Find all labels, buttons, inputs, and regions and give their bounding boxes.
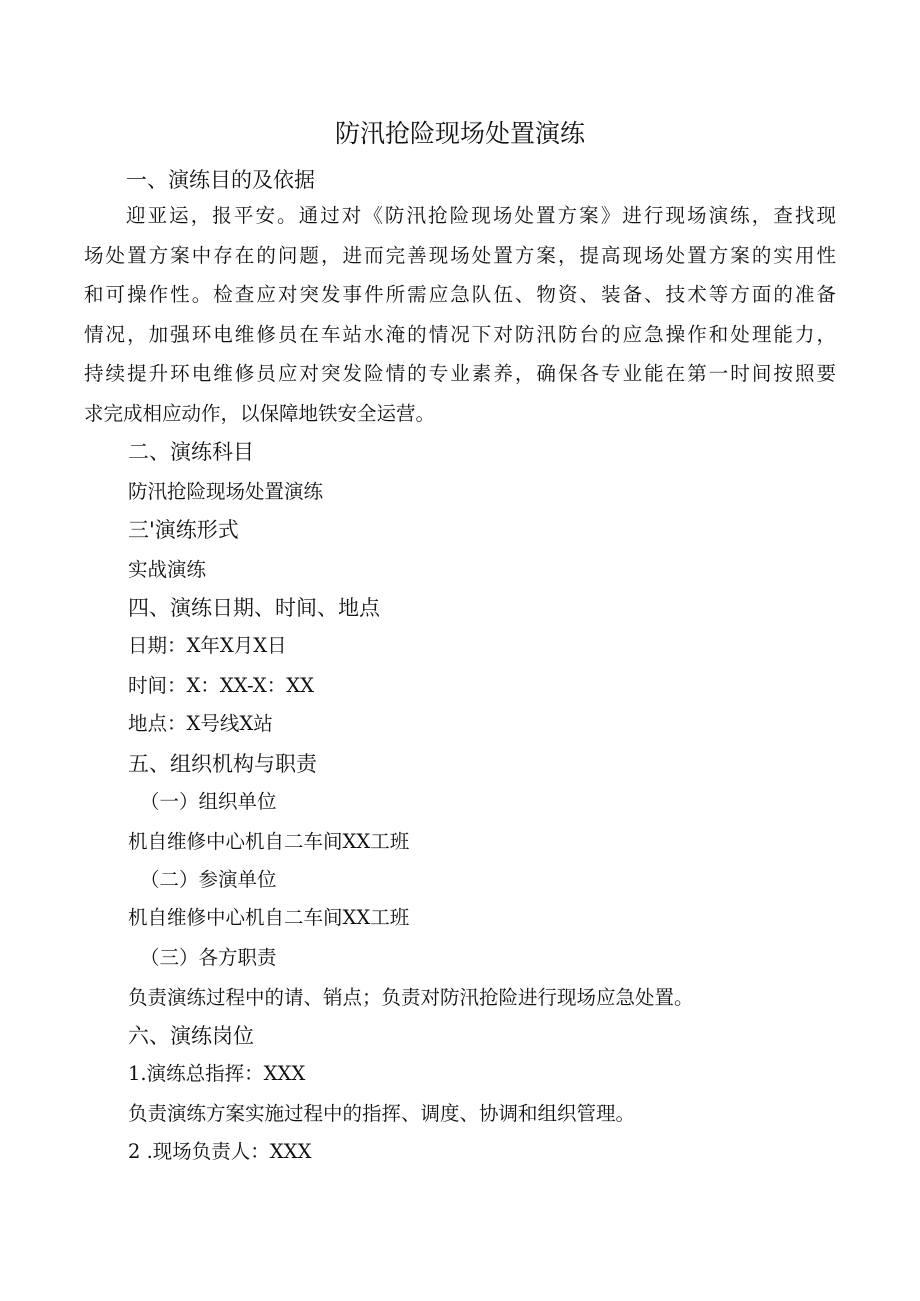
subheading-participant: （二）参演单位 <box>140 868 277 891</box>
section-heading-format: 三'演练形式 <box>128 518 239 542</box>
section-heading-schedule: 四、演练日期、时间、地点 <box>128 596 380 620</box>
place-line: 地点：X号线X站 <box>128 712 273 735</box>
document-title: 防汛抢险现场处置演练 <box>334 119 585 148</box>
section-heading-subject: 二、演练科目 <box>128 440 254 464</box>
paragraph-line: 持续提升环电维修员应对突发险情的专业素养，确保各专业能在第一时间按照要 <box>84 362 836 385</box>
paragraph-line: 求完成相应动作，以保障地铁安全运营。 <box>84 401 436 425</box>
commander-duty-text: 负责演练方案实施过程中的指挥、调度、协调和组织管理。 <box>128 1102 636 1125</box>
purpose-paragraph <box>84 196 836 433</box>
section-heading-purpose: 一、演练目的及依据 <box>126 168 315 192</box>
position-item-site-manager: 2 .现场负责人：XXX <box>128 1140 312 1163</box>
paragraph-line: 场处置方案中存在的问题，进而完善现场处置方案，提高现场处置方案的实用性 <box>84 243 836 267</box>
position-item-commander: 1.演练总指挥：XXX <box>128 1062 306 1085</box>
subheading-duties: （三）各方职责 <box>140 946 277 969</box>
time-line: 时间：X：XX-X：XX <box>128 674 314 697</box>
subject-text: 防汛抢险现场处置演练 <box>128 480 324 503</box>
section-heading-positions: 六、演练岗位 <box>128 1024 254 1048</box>
date-line: 日期：X年X月X日 <box>128 634 287 657</box>
paragraph-line: 和可操作性。检查应对突发事件所需应急队伍、物资、装备、技术等方面的准备 <box>84 283 836 306</box>
duties-text: 负责演练过程中的请、销点；负责对防汛抢险进行现场应急处置。 <box>128 986 694 1009</box>
format-text: 实战演练 <box>128 558 207 581</box>
organizer-text: 机自维修中心机自二车间XX工班 <box>128 830 410 853</box>
paragraph-line: 迎亚运，报平安。通过对《防汛抢险现场处置方案》进行现场演练，查找现 <box>126 204 836 227</box>
subheading-organizer: （一）组织单位 <box>140 790 277 813</box>
participant-text: 机自维修中心机自二车间XX工班 <box>128 906 410 929</box>
section-heading-organization: 五、组织机构与职责 <box>128 752 317 776</box>
paragraph-line: 情况，加强环电维修员在车站水淹的情况下对防汛防台的应急操作和处理能力， <box>84 322 836 346</box>
